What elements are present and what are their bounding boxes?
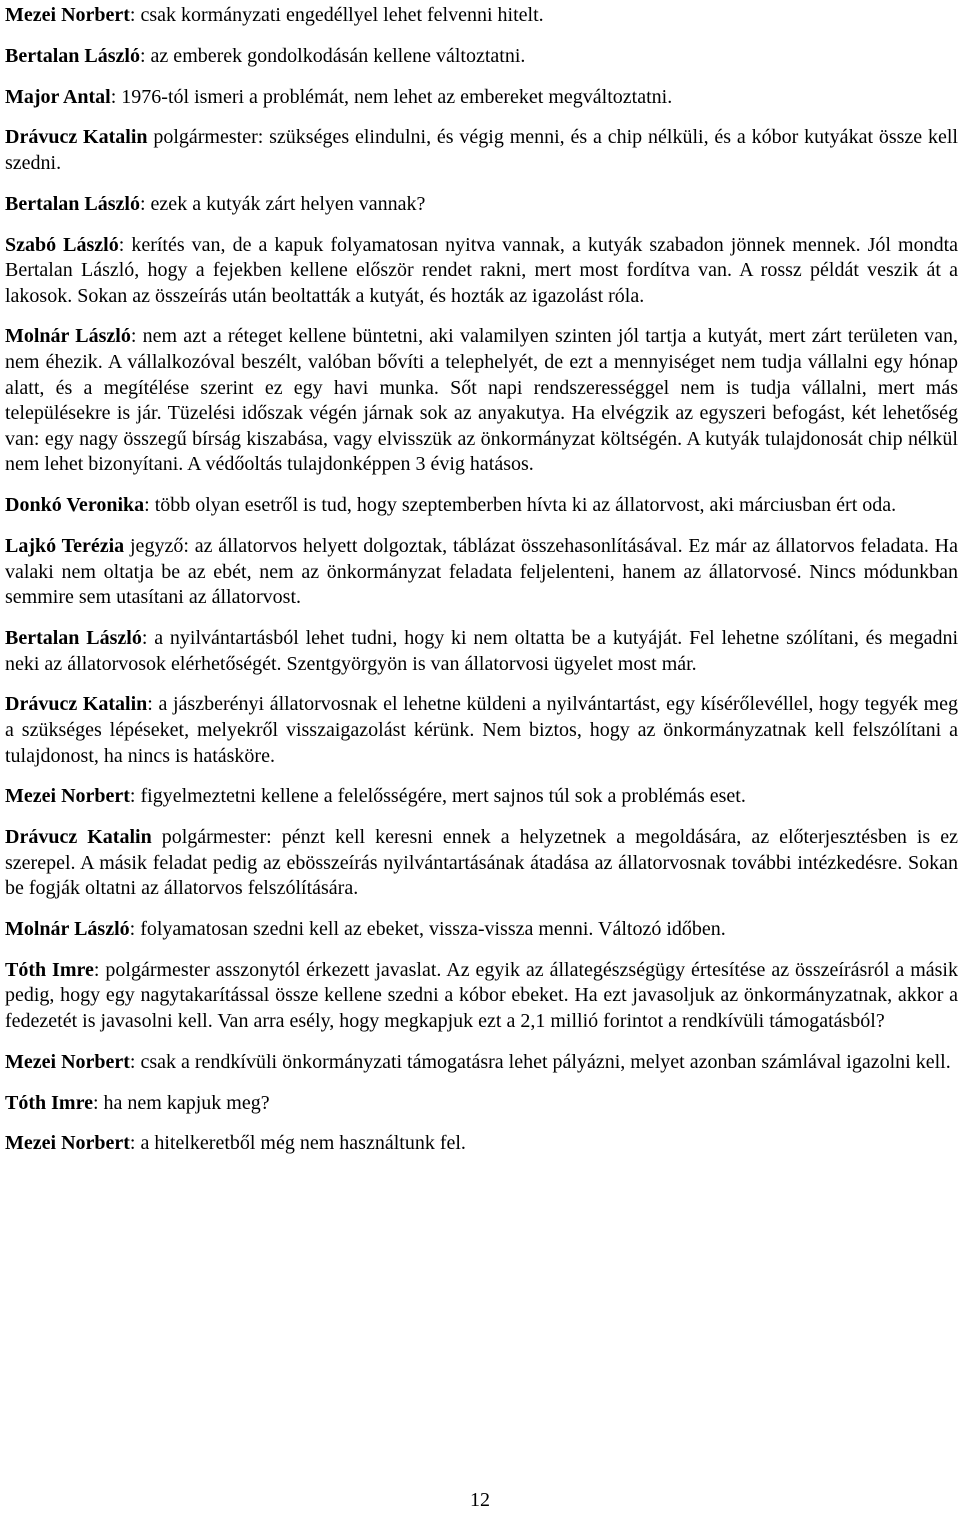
statement-text: polgármester: szükséges elindulni, és végig menni, és a chip nélküli, és a kóbor kutyákat össze kell szedni. (5, 126, 958, 174)
statement-text: : folyamatosan szedni kell az ebeket, vissza-vissza menni. Változó időben. (129, 918, 726, 941)
minutes-body (5, 3, 958, 1157)
speaker-name: Bertalan László (5, 44, 140, 67)
speaker-name: Tóth Imre (5, 1091, 93, 1114)
paragraph (5, 692, 958, 769)
paragraph (5, 784, 958, 810)
statement-text: : több olyan esetről is tud, hogy szeptemberben hívta ki az állatorvost, aki márciusban ért oda. (144, 494, 897, 517)
statement-text: : kerítés van, de a kapuk folyamatosan nyitva vannak, a kutyák szabadon jönnek mennek. Jól mondta Bertalan László, hogy a fejekben kellene először rendet rakni, mert most fordítva van. A rossz példát veszik át a lakosok. Sokan az összeírás után beoltatták a kutyát, és hozták az igazolást róla. (5, 233, 958, 307)
statement-text: : ha nem kapjuk meg? (92, 1091, 270, 1114)
speaker-name: Major Antal (5, 85, 111, 108)
paragraph (5, 1050, 958, 1076)
paragraph (5, 3, 958, 29)
speaker-name: Mezei Norbert (5, 1132, 130, 1155)
paragraph (5, 1091, 958, 1117)
statement-text: : a jászberényi állatorvosnak el lehetne küldeni a nyilvántartást, egy kísérőlevéllel, hogy tegyék meg a szükséges lépéseket, melyekről visszaigazolást kérünk. Nem biztos, hogy az önkormányzatnak kell felszólítani a tulajdonost, ha nincs is hatásköre. (5, 693, 959, 767)
paragraph (5, 192, 958, 218)
paragraph (5, 233, 958, 310)
paragraph (5, 44, 958, 70)
statement-text: polgármester: pénzt kell keresni ennek a helyzetnek a megoldására, az előterjesztésben is ez szerepel. A másik feladat pedig az ebösszeírás nyilvántartásának átadása az állatorvosnak további intézkedésre. Sokan be fogják oltatni az állatorvos felszólítására. (5, 826, 958, 900)
speaker-name: Molnár László (5, 918, 130, 941)
speaker-name: Mezei Norbert (5, 4, 130, 26)
speaker-name: Drávucz Katalin (5, 693, 148, 716)
statement-text: : ezek a kutyák zárt helyen vannak? (140, 192, 426, 215)
page-number: 12 (470, 1489, 490, 1511)
statement-text: : csak a rendkívüli önkormányzati támogatásra lehet pályázni, melyet azonban számlával igazolni kell. (129, 1050, 951, 1073)
speaker-name: Bertalan László (5, 192, 140, 215)
statement-text: : figyelmeztetni kellene a felelősségére, mert sajnos túl sok a problémás eset. (129, 785, 746, 808)
speaker-name: Drávucz Katalin (5, 826, 152, 849)
statement-text: : a nyilvántartásból lehet tudni, hogy ki nem oltatta be a kutyáját. Fel lehetne szólítani, és megadni neki az állatorvosok elérhetőségét. Szentgyörgyön is van állatorvosi ügyelet most már. (5, 626, 959, 675)
speaker-name: Lajkó Terézia (5, 535, 125, 557)
statement-text: jegyző: az állatorvos helyett dolgoztak, táblázat összehasonlításával. Ez már az állatorvos feladata. Ha valaki nem oltatja be az ebét, nem az önkormányzat feladata feljelenteni, hanem az állatorvosé. Nincs módunkban semmire sem utasítani az állatorvost. (5, 535, 958, 609)
paragraph (5, 85, 958, 111)
speaker-name: Szabó László (5, 233, 119, 256)
paragraph (5, 534, 958, 611)
speaker-name: Molnár László (5, 325, 131, 348)
paragraph (5, 825, 958, 902)
statement-text: : a hitelkeretből még nem használtunk fel. (129, 1132, 466, 1155)
speaker-name: Mezei Norbert (5, 785, 130, 808)
statement-text: : polgármester asszonytól érkezett javaslat. Az egyik az állategészségügy értesítése az összeírásról a másik pedig, hogy egy nagytakarítással össze kellene szedni a kóbor ebeket. Ha ezt javasoljuk az önkormányzatnak, akkor a fedezetét is javasolni kell. Van arra esély, hogy megkapjuk ezt a 2,1 millió forintot a rendkívüli támogatásból? (5, 958, 958, 1033)
paragraph (5, 917, 958, 943)
speaker-name: Tóth Imre (5, 958, 94, 981)
statement-text: : az emberek gondolkodásán kellene változtatni. (140, 44, 526, 67)
paragraph (5, 1131, 958, 1157)
speaker-name: Donkó Veronika (5, 494, 145, 517)
paragraph (5, 125, 958, 176)
paragraph (5, 493, 958, 519)
statement-text: : nem azt a réteget kellene büntetni, aki valamilyen szinten jól tartja a kutyát, mert zárt területen van, nem éhezik. A vállalkozóval beszélt, valóban bővíti a telephelyét, de ezt a mennyiséget nem tudja vállalni egy hónap alatt, és a megítélése szerint ez egy havi munka. Sőt napi rendszerességgel nem is tudja vállalni, mert más településekre is jár. Tüzelési időszak végén járnak sok az anyakutya. Ha elvégzik az egyszeri befogást, két lehetőség van: egy nagy összegű bírság kiszabása, vagy elvisszük az önkormányzat költségén. A kutyák tulajdonosát chip nélkül nem lehet bizonyítani. A védőoltás tulajdonképpen 3 évig hatásos. (5, 325, 958, 476)
speaker-name: Drávucz Katalin (5, 126, 148, 149)
statement-text: : csak kormányzati engedéllyel lehet felvenni hitelt. (129, 4, 544, 26)
speaker-name: Mezei Norbert (5, 1050, 130, 1073)
paragraph (5, 626, 958, 677)
statement-text: : 1976-tól ismeri a problémát, nem lehet az embereket megváltoztatni. (110, 85, 673, 108)
paragraph (5, 958, 958, 1035)
paragraph (5, 324, 958, 478)
speaker-name: Bertalan László (5, 626, 142, 649)
